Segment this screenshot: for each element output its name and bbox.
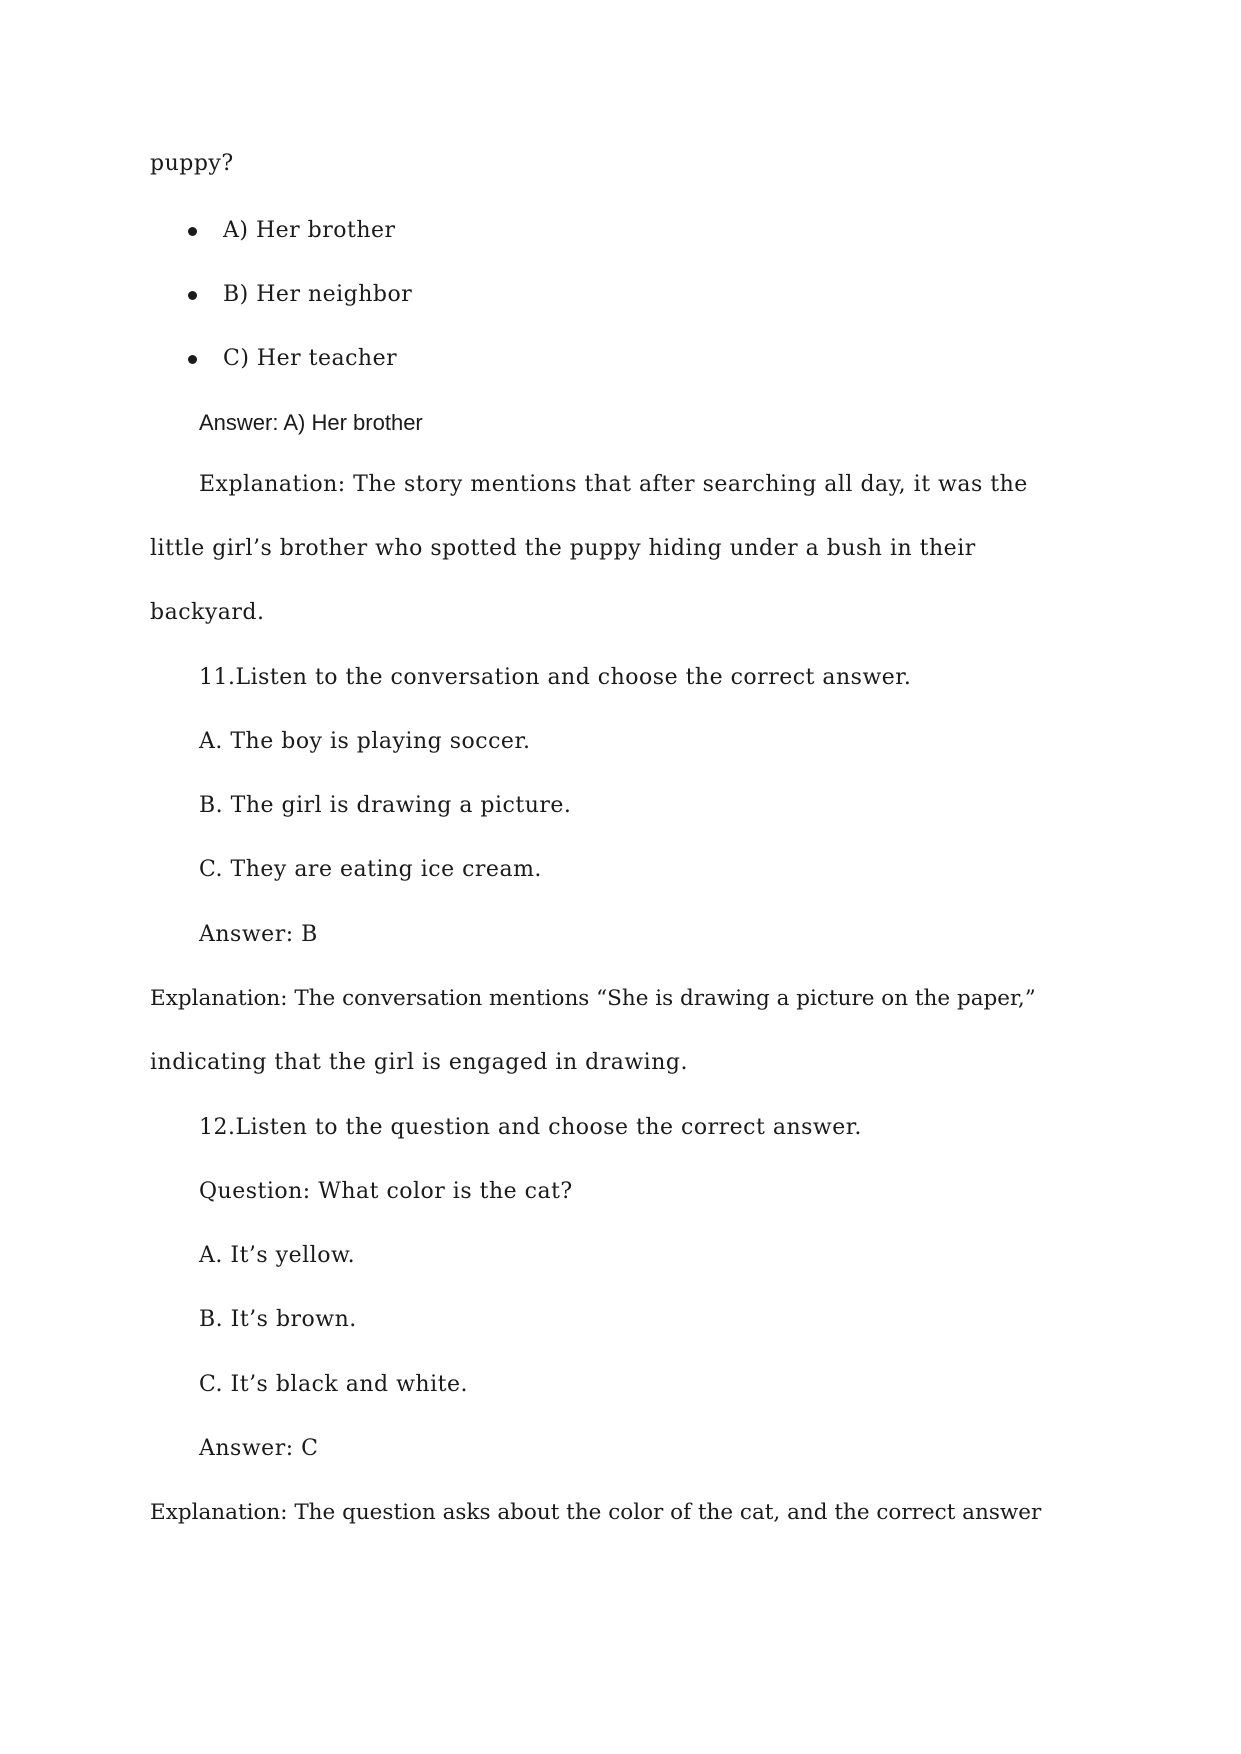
explanation-line-2: little girl’s brother who spotted the puppy hiding under a bush in their	[150, 536, 976, 561]
bullet-icon	[188, 355, 197, 364]
option-a: A) Her brother	[223, 218, 396, 243]
q12-question: Question: What color is the cat?	[199, 1179, 573, 1204]
q12-option-a: A. It’s yellow.	[199, 1243, 356, 1268]
q11-option-b: B. The girl is drawing a picture.	[199, 793, 572, 818]
q12-answer: Answer: C	[199, 1436, 319, 1461]
q11-option-a: A. The boy is playing soccer.	[199, 729, 531, 754]
question-12-prompt: 12.Listen to the question and choose the correct answer.	[199, 1115, 862, 1140]
q11-answer: Answer: B	[199, 922, 318, 947]
answer-text: Answer: A) Her brother	[199, 410, 423, 435]
bullet-icon	[188, 227, 197, 236]
q11-explanation-line-1: Explanation: The conversation mentions “She is drawing a picture on the paper,”	[150, 986, 1036, 1011]
question-11-prompt: 11.Listen to the conversation and choose the correct answer.	[199, 665, 912, 690]
q11-explanation-line-2: indicating that the girl is engaged in drawing.	[150, 1050, 688, 1075]
q12-explanation-line-1: Explanation: The question asks about the color of the cat, and the correct answer	[150, 1500, 1042, 1525]
q12-option-c: C. It’s black and white.	[199, 1372, 468, 1397]
q11-option-c: C. They are eating ice cream.	[199, 857, 542, 882]
explanation-line-1: Explanation: The story mentions that after searching all day, it was the	[199, 472, 1028, 497]
option-c: C) Her teacher	[223, 346, 398, 371]
bullet-icon	[188, 291, 197, 300]
option-b: B) Her neighbor	[223, 282, 413, 307]
continued-question-text: puppy?	[150, 151, 234, 176]
explanation-line-3: backyard.	[150, 600, 265, 625]
q12-option-b: B. It’s brown.	[199, 1307, 357, 1332]
